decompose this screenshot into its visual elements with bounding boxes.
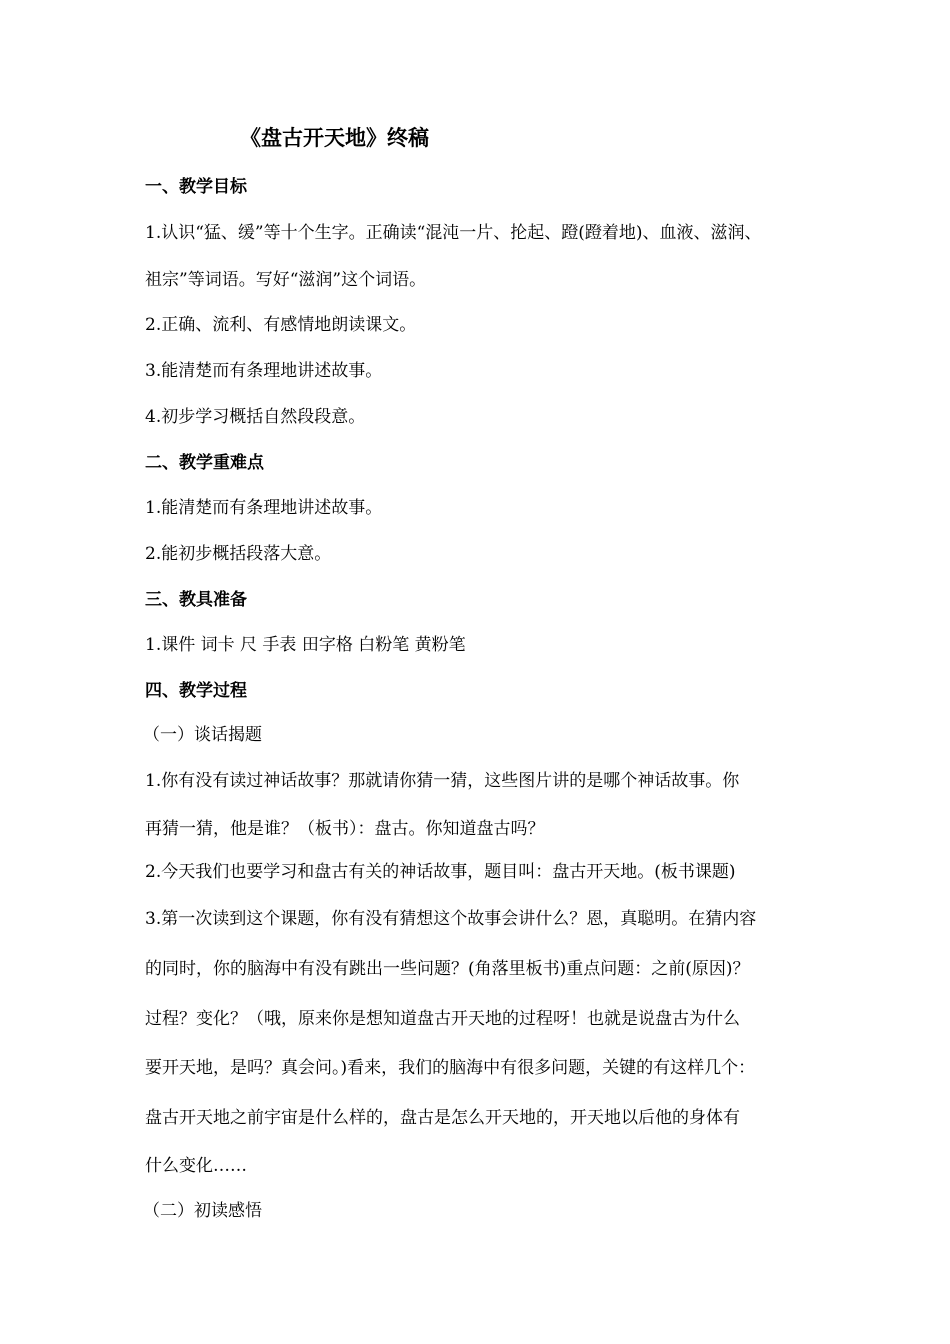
paragraph-line: 的同时，你的脑海中有没有跳出一些问题？(角落里板书)重点问题：之前(原因)？ — [145, 959, 750, 979]
paragraph-line: 要开天地，是吗？真会问。)看来，我们的脑海中有很多问题，关键的有这样几个： — [145, 1058, 756, 1078]
paragraph-line: 4.初步学习概括自然段段意。 — [145, 407, 366, 427]
paragraph-line: 3.能清楚而有条理地讲述故事。 — [145, 361, 383, 381]
paragraph-line: 2.正确、流利、有感情地朗读课文。 — [145, 315, 417, 335]
subsection-heading: （二）初读感悟 — [143, 1201, 262, 1221]
document-title: 《盘古开天地》终稿 — [240, 125, 429, 150]
section-heading-objectives: 一、教学目标 — [145, 177, 247, 197]
section-heading-key-points: 二、教学重难点 — [145, 453, 264, 473]
paragraph-line: 2.能初步概括段落大意。 — [145, 544, 332, 564]
subsection-heading: （一）谈话揭题 — [143, 725, 262, 745]
section-heading-materials: 三、教具准备 — [145, 590, 247, 610]
paragraph-line: 1.能清楚而有条理地讲述故事。 — [145, 498, 383, 518]
paragraph-line: 1.课件 词卡 尺 手表 田字格 白粉笔 黄粉笔 — [145, 635, 466, 655]
paragraph-line: 3.第一次读到这个课题，你有没有猜想这个故事会讲什么？恩，真聪明。在猜内容 — [145, 909, 757, 929]
paragraph-line: 祖宗”等词语。写好“滋润”这个词语。 — [145, 270, 427, 290]
paragraph-line: 什么变化…… — [145, 1156, 247, 1176]
paragraph-line: 1.你有没有读过神话故事？那就请你猜一猜，这些图片讲的是哪个神话故事。你 — [145, 771, 740, 791]
section-heading-process: 四、教学过程 — [145, 681, 247, 701]
paragraph-line: 2.今天我们也要学习和盘古有关的神话故事，题目叫：盘古开天地。(板书课题) — [145, 862, 736, 882]
paragraph-line: 盘古开天地之前宇宙是什么样的，盘古是怎么开天地的，开天地以后他的身体有 — [145, 1108, 740, 1128]
paragraph-line: 再猜一猜，他是谁？（板书）：盘古。你知道盘古吗？ — [145, 819, 545, 839]
paragraph-line: 1.认识“猛、缓”等十个生字。正确读“混沌一片、抡起、蹬(蹬着地)、血液、滋润、 — [145, 223, 762, 243]
paragraph-line: 过程？变化？（哦，原来你是想知道盘古开天地的过程呀！也就是说盘古为什么 — [145, 1009, 740, 1029]
